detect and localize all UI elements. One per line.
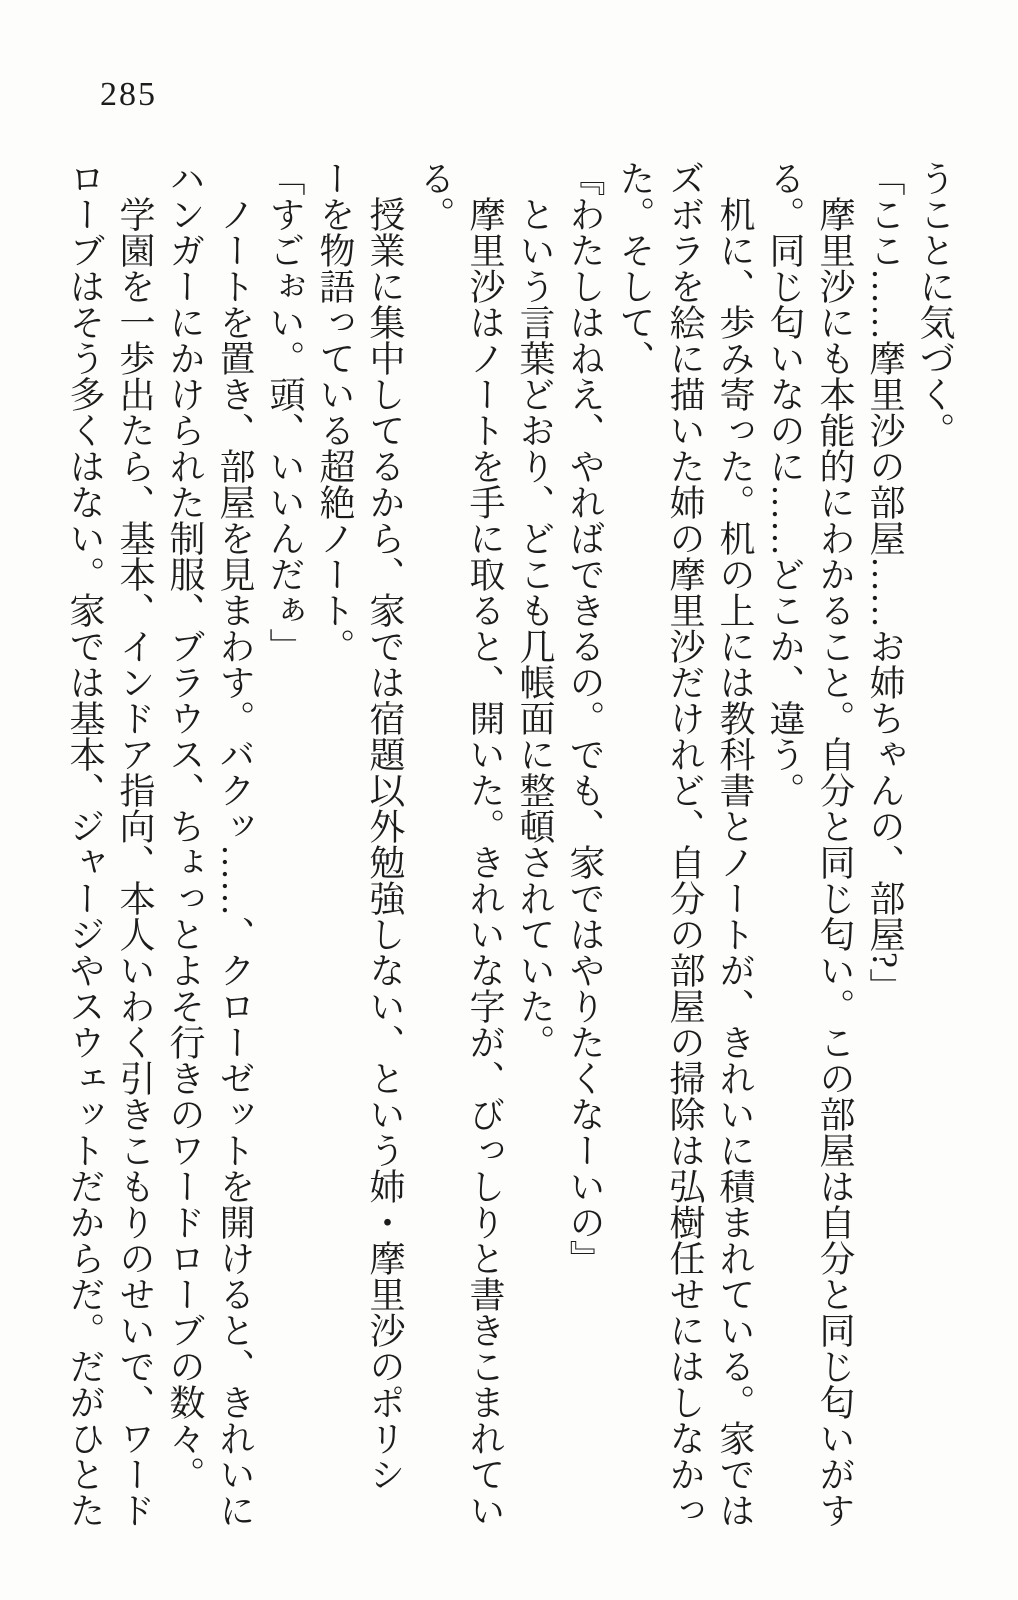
text-column: ハンガーにかけられた制服、ブラウス、ちょっとよそ行きのワードローブの数々。 bbox=[165, 160, 205, 1492]
text-column: ノートを置き、部屋を見まわす。バクッ……、クローゼットを開けると、きれいに bbox=[215, 196, 255, 1528]
text-column: 「すごぉい。頭、いいんだぁ」 bbox=[265, 160, 305, 664]
text-column: うことに気づく。 bbox=[915, 160, 955, 448]
text-column: 学園を一歩出たら、基本、インドア指向、本人いわく引きこもりのせいで、ワード bbox=[115, 196, 155, 1528]
text-column: 摩里沙にも本能的にわかること。自分と同じ匂い。この部屋は自分と同じ匂いがす bbox=[815, 196, 855, 1528]
text-columns bbox=[60, 160, 960, 1528]
text-column: 授業に集中してるから、家では宿題以外勉強しない、という姉・摩里沙のポリシ bbox=[365, 196, 405, 1492]
text-column: 『わたしはねえ、やればできるの。でも、家ではやりたくなーいの』 bbox=[565, 160, 605, 1276]
text-column: る。同じ匂いなのに……どこか、違う。 bbox=[765, 160, 805, 808]
text-column: ローブはそう多くはない。家では基本、ジャージやスウェットだからだ。だがひとた bbox=[65, 160, 105, 1528]
text-column: ズボラを絵に描いた姉の摩里沙だけれど、自分の部屋の掃除は弘樹任せにはしなかっ bbox=[665, 160, 705, 1528]
text-column: 「ここ……摩里沙の部屋……お姉ちゃんの、部屋?」 bbox=[865, 160, 905, 1004]
text-column: 摩里沙はノートを手に取ると、開いた。きれいな字が、びっしりと書きこまれてい bbox=[465, 196, 505, 1528]
text-column: 机に、歩み寄った。机の上には教科書とノートが、きれいに積まれている。家では bbox=[715, 196, 755, 1528]
text-column: という言葉どおり、どこも几帳面に整頓されていた。 bbox=[515, 196, 555, 1060]
text-column: た。そして、 bbox=[615, 160, 655, 376]
page-number: 285 bbox=[100, 76, 157, 113]
text-column: る。 bbox=[415, 160, 455, 232]
text-column: ーを物語っている超絶ノート。 bbox=[315, 160, 355, 664]
